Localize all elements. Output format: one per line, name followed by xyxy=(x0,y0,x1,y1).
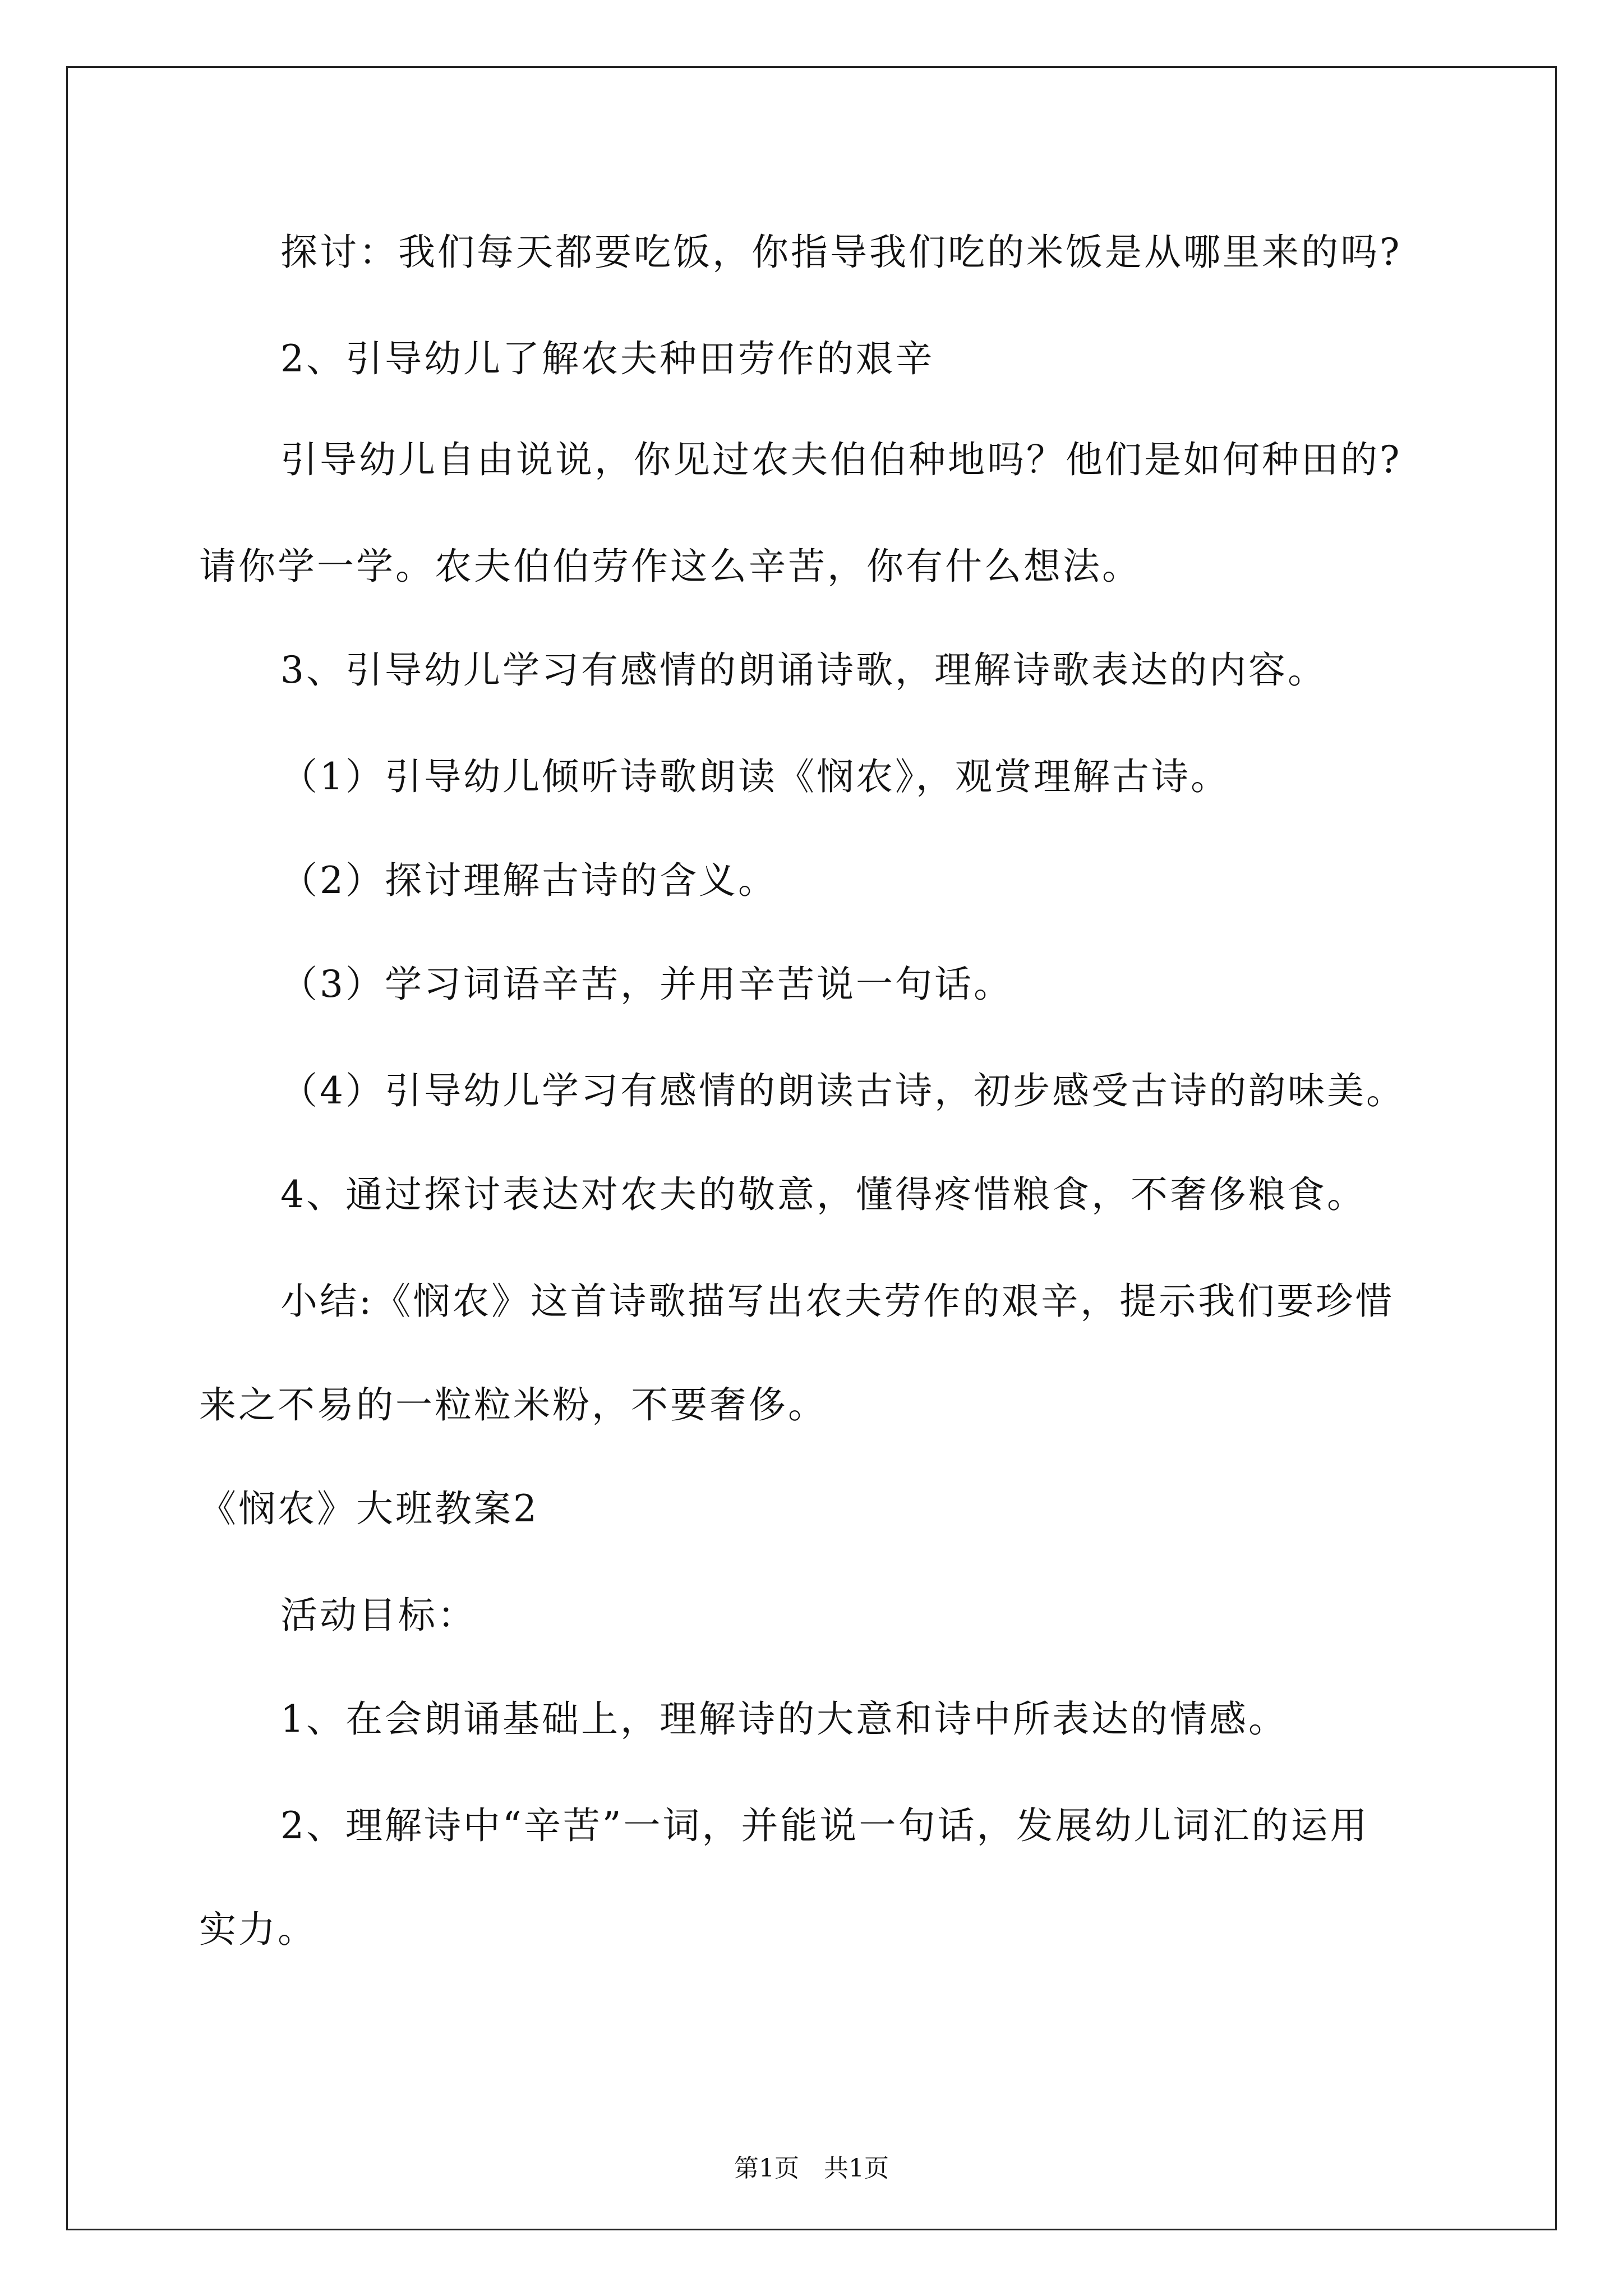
goal-2-line-2: 实力。 xyxy=(199,1908,317,1951)
step-4-heading: 4、通过探讨表达对农夫的敬意，懂得疼惜粮食，不奢侈粮食。 xyxy=(280,1173,1366,1216)
goal-2-line-1: 2、理解诗中“辛苦”一词，并能说一句话，发展幼儿词汇的运用 xyxy=(280,1804,1370,1847)
summary-line-1: 小结:《悯农》这首诗歌描写出农夫劳作的艰辛，提示我们要珍惜 xyxy=(280,1280,1395,1323)
substep-4: （4）引导幼儿学习有感情的朗读古诗，初步感受古诗的韵味美。 xyxy=(280,1069,1405,1112)
paragraph-free-talk-line-2: 请你学一学。农夫伯伯劳作这么辛苦，你有什么想法。 xyxy=(199,545,1141,588)
step-3-heading: 3、引导幼儿学习有感情的朗诵诗歌，理解诗歌表达的内容。 xyxy=(280,648,1327,692)
paragraph-discussion-rice: 探讨：我们每天都要吃饭，你指导我们吃的米饭是从哪里来的吗? xyxy=(280,231,1402,274)
page-border xyxy=(66,66,1557,2230)
page-number-footer: 第1页 共1页 xyxy=(734,2154,889,2183)
step-2-heading: 2、引导幼儿了解农夫种田劳作的艰辛 xyxy=(280,337,934,380)
activity-goals-heading: 活动目标： xyxy=(280,1594,477,1637)
lesson-plan-2-title: 《悯农》大班教案2 xyxy=(199,1487,539,1530)
substep-2: （2）探讨理解古诗的含义。 xyxy=(280,859,777,902)
goal-1: 1、在会朗诵基础上，理解诗的大意和诗中所表达的情感。 xyxy=(280,1697,1288,1741)
summary-line-2: 来之不易的一粒粒米粉，不要奢侈。 xyxy=(199,1383,827,1427)
substep-1: （1）引导幼儿倾听诗歌朗读《悯农》，观赏理解古诗。 xyxy=(280,755,1230,798)
paragraph-free-talk-line-1: 引导幼儿自由说说，你见过农夫伯伯种地吗？他们是如何种田的? xyxy=(280,438,1402,481)
substep-3: （3）学习词语辛苦，并用辛苦说一句话。 xyxy=(280,963,1013,1006)
